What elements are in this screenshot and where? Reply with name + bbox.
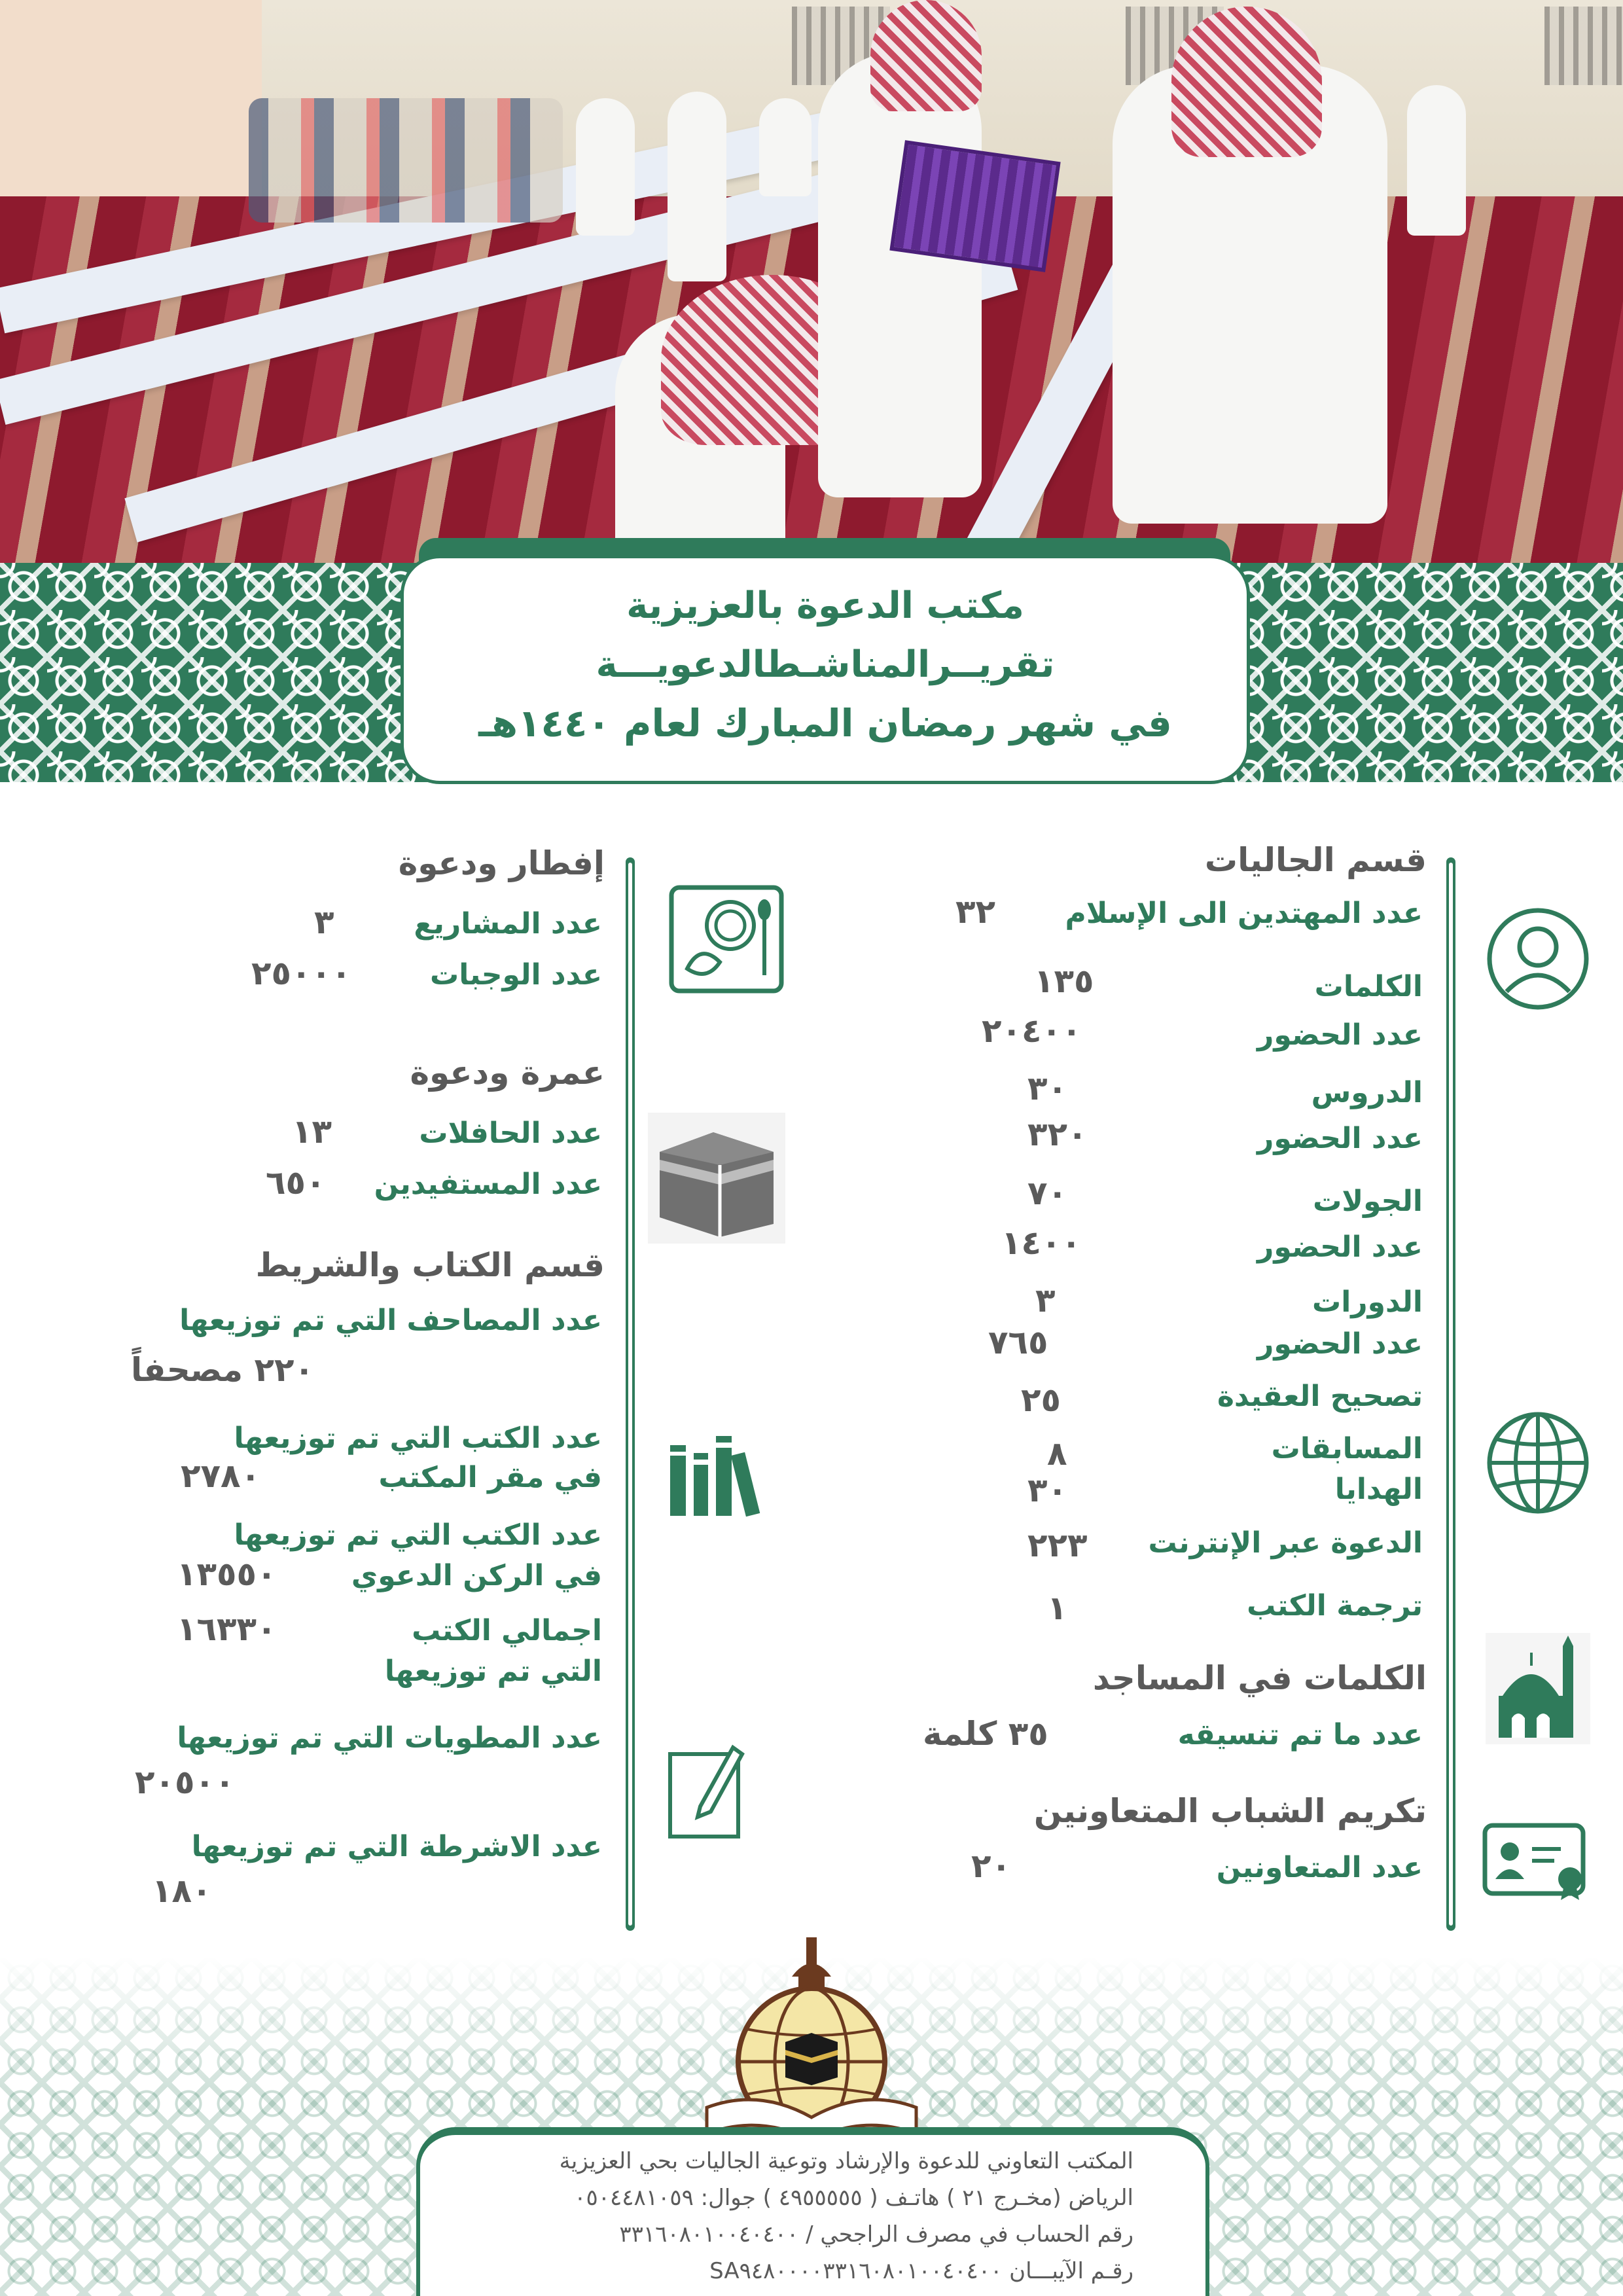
iftar-projects-label: عدد المشاريع xyxy=(414,907,602,941)
stat-value: ٢٥ xyxy=(1021,1381,1061,1419)
leaflets-value: ٢٠٥٠٠ xyxy=(135,1763,235,1801)
title-office: مكتب الدعوة بالعزيزية xyxy=(626,584,1024,627)
stat-value: ١٤٠٠ xyxy=(1001,1224,1082,1262)
stat-label: عدد الحضور xyxy=(1257,1327,1423,1361)
title-report: تقريــرالمناشـطالدعويـــة xyxy=(596,643,1055,686)
photo-crate xyxy=(889,140,1060,272)
pen-note-icon xyxy=(668,1741,746,1839)
stat-value: ٣٠ xyxy=(1027,1471,1068,1509)
stat-label: الدعوة عبر الإنترنت xyxy=(1148,1526,1423,1560)
footer-iban: رقـم الآيبـــان SA٩٤٨٠٠٠٠٣٣١٦٠٨٠١٠٠٤٠٤٠٠ xyxy=(709,2258,1133,2284)
photo-person xyxy=(1407,85,1466,236)
converts-label: عدد المهتدين الى الإسلام xyxy=(1065,897,1423,930)
iftar-projects-value: ٣ xyxy=(314,903,334,941)
books-heading: قسم الكتاب والشريط xyxy=(255,1246,605,1284)
tapes-label: عدد الاشرطة التي تم توزيعها xyxy=(191,1830,602,1863)
photo-window xyxy=(1544,7,1623,85)
stat-label: عدد الحضور xyxy=(1257,1230,1423,1264)
quran-label: عدد المصاحف التي تم توزيعها xyxy=(179,1304,602,1337)
right-column-line xyxy=(1446,857,1455,1931)
stat-label: عدد الحضور xyxy=(1257,1122,1423,1155)
photo-person xyxy=(668,92,726,281)
certificate-icon xyxy=(1482,1823,1590,1901)
corner-books-label: عدد الكتب التي تم توزيعها xyxy=(234,1518,602,1552)
stat-value: ٧٠ xyxy=(1027,1174,1068,1212)
total-books-value: ١٦٣٣٠ xyxy=(177,1610,277,1648)
corner-books-label-2: في الركن الدعوي xyxy=(351,1559,602,1592)
title-period: في شهر رمضان المبارك لعام ١٤٤٠هـ xyxy=(478,701,1172,745)
umrah-buses-value: ١٣ xyxy=(292,1113,332,1151)
converts-value: ٣٢ xyxy=(955,893,996,931)
kaaba-globe-logo xyxy=(694,1937,929,2153)
stat-label: الدروس xyxy=(1311,1076,1423,1109)
photo-person xyxy=(576,98,635,236)
stat-label: عدد الحضور xyxy=(1257,1018,1423,1052)
footer-org: المكتب التعاوني للدعوة والإرشاد وتوعية الجاليات بحي العزيزية xyxy=(559,2148,1133,2174)
photo-scarf xyxy=(1171,7,1322,157)
umrah-buses-label: عدد الحافلات xyxy=(419,1117,602,1150)
stat-value: ٨ xyxy=(1047,1435,1067,1473)
mosque-icon xyxy=(1486,1633,1590,1744)
stat-value: ٧٦٥ xyxy=(988,1323,1048,1361)
youth-value: ٢٠ xyxy=(971,1847,1012,1885)
stat-value: ٣٠ xyxy=(1027,1069,1068,1107)
left-column-line xyxy=(626,857,635,1931)
kaaba-icon xyxy=(648,1113,785,1244)
office-books-label-2: في مقر المكتب xyxy=(378,1461,602,1494)
mosques-label: عدد ما تم تنسيقه xyxy=(1177,1718,1423,1751)
stat-label: تصحيح العقيدة xyxy=(1217,1380,1423,1413)
stat-label: الجولات xyxy=(1313,1185,1423,1218)
youth-label: عدد المتعاونين xyxy=(1216,1851,1423,1884)
stat-value: ٢٠٤٠٠ xyxy=(982,1012,1082,1050)
books-icon xyxy=(668,1433,766,1518)
umrah-beneficiaries-value: ٦٥٠ xyxy=(266,1164,326,1202)
youth-heading: تكريم الشباب المتعاونين xyxy=(1033,1792,1427,1830)
stat-value: ١ xyxy=(1047,1589,1067,1627)
footer-contact: الرياض (مخـرج ٢١ ) هاتـف ( ٤٩٥٥٥٥٥ ) جوال: ٠٥٠٤٤٨١٠٥٩ xyxy=(574,2185,1133,2211)
office-books-value: ٢٧٨٠ xyxy=(181,1457,261,1495)
stat-value: ٢٢٣ xyxy=(1027,1526,1088,1564)
stat-label: ترجمة الكتب xyxy=(1247,1589,1423,1623)
corner-books-value: ١٣٥٥٠ xyxy=(177,1555,277,1593)
stat-label: الكلمات xyxy=(1314,970,1423,1003)
footer-account: رقم الحساب في مصرف الراجحي / ٣٣١٦٠٨٠١٠٠٤٠٤٠٠ xyxy=(619,2221,1133,2248)
total-books-label: اجمالي الكتب xyxy=(412,1614,602,1647)
photo-person xyxy=(818,52,982,497)
stat-value: ١٣٥ xyxy=(1034,962,1094,1000)
stat-label: الدورات xyxy=(1312,1285,1423,1319)
quran-value: ٢٢٠ مصحفاً xyxy=(131,1351,314,1389)
footer-box xyxy=(416,2127,1209,2296)
tapes-value: ١٨٠ xyxy=(152,1872,212,1910)
stat-value: ٣ xyxy=(1035,1282,1056,1319)
office-books-label: عدد الكتب التي تم توزيعها xyxy=(234,1422,602,1455)
stat-value: ٣٢٠ xyxy=(1027,1115,1088,1153)
umrah-beneficiaries-label: عدد المستفيدين xyxy=(374,1168,602,1201)
globe-icon xyxy=(1486,1410,1590,1515)
photo-crowd xyxy=(249,98,563,223)
leaflets-label: عدد المطويات التي تم توزيعها xyxy=(177,1721,602,1755)
header-photo xyxy=(0,0,1623,563)
jaliyat-heading: قسم الجاليات xyxy=(1204,841,1427,879)
mosques-value: ٣٥ كلمة xyxy=(923,1715,1048,1753)
iftar-meals-value: ٢٥٠٠٠ xyxy=(251,954,351,992)
iftar-meals-label: عدد الوجبات xyxy=(430,958,602,992)
user-icon xyxy=(1486,906,1590,1011)
mosques-heading: الكلمات في المساجد xyxy=(1092,1659,1427,1697)
iftar-heading: إفطار ودعوة xyxy=(398,844,605,882)
photo-scarf xyxy=(870,0,982,111)
stat-label: الهدايا xyxy=(1334,1473,1423,1506)
total-books-label-2: التي تم توزيعها xyxy=(384,1655,602,1688)
photo-person xyxy=(759,98,812,196)
umrah-heading: عمرة ودعوة xyxy=(410,1054,605,1092)
meal-icon xyxy=(668,884,785,995)
stat-label: المسابقات xyxy=(1271,1432,1423,1465)
title-box xyxy=(401,555,1250,784)
